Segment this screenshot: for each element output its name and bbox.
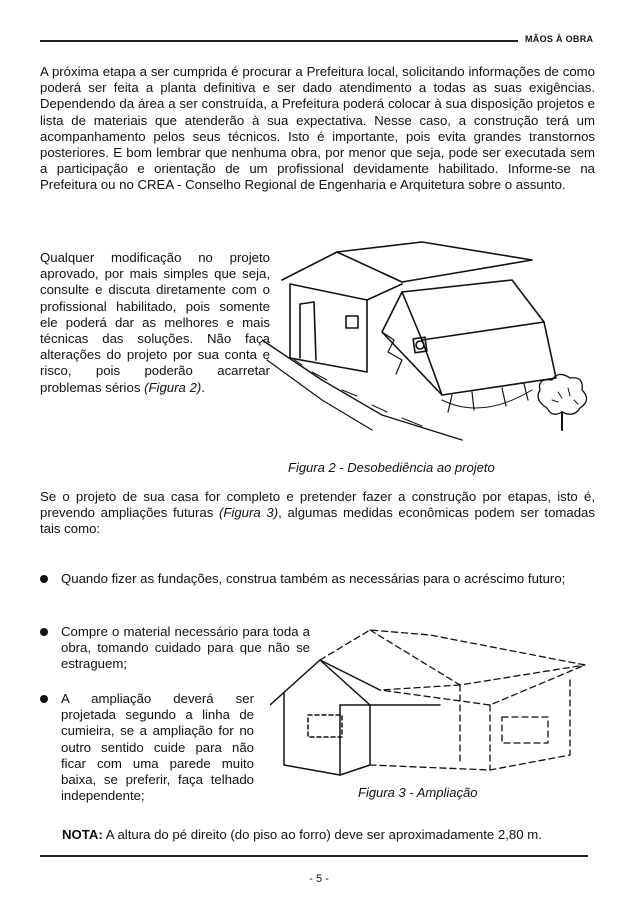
bullet-text: A ampliação deverá ser projetada segundo a linha de cumieira, se a ampliação for no outro sentido cuide para não ficar com uma parede muito baixa, se preferir, faça telhado independente;	[61, 691, 254, 804]
bullet-dot	[40, 628, 48, 636]
header-label: MÃOS À OBRA	[525, 34, 594, 44]
bullet-item-ampliacao	[40, 691, 254, 804]
note-text: A altura do pé direito (do piso ao forro) deve ser aproximadamente 2,80 m.	[102, 827, 542, 842]
figure3-house-expansion-illustration	[270, 605, 590, 800]
figure2-reference: (Figura 2)	[144, 379, 202, 395]
paragraph-etapas-after: , algumas medidas econômicas podem ser tomadas tais como:	[40, 505, 595, 537]
paragraph-modificacao	[40, 250, 270, 396]
paragraph-modificacao-end: .	[201, 379, 205, 395]
note-label: NOTA:	[62, 827, 103, 842]
figure2-caption: Figura 2 - Desobediência ao projeto	[288, 460, 495, 475]
paragraph-etapas	[40, 489, 595, 538]
bullet-item-fundacoes	[40, 571, 595, 587]
note	[62, 827, 542, 842]
page-number: - 5 -	[309, 873, 329, 885]
figure3-reference: (Figura 3)	[218, 505, 279, 521]
header-rule	[40, 40, 518, 42]
bullet-text: Compre o material necessário para toda a obra, tomando cuidado para que não se estraguem;	[61, 624, 310, 672]
bullet-dot	[40, 695, 48, 703]
figure3-caption: Figura 3 - Ampliação	[358, 785, 478, 800]
paragraph-modificacao-text: Qualquer modificação no projeto aprovado, por mais simples que seja, consulte e discuta diretamente com o profissional habilitado, pois somente ele poderá dar as melhores e mais técnicas das soluções. Não faça alterações do projeto por sua conta e risco, pois poderão acarretar problemas sérios	[40, 250, 270, 395]
bullet-text: Quando fizer as fundações, construa também as necessárias para o acréscimo futuro;	[61, 571, 566, 586]
paragraph-prefeitura: A próxima etapa a ser cumprida é procurar a Prefeitura local, solicitando informações de como poderá ser feita a planta definitiva e ser dado atendimento a todas as suas exigências. Dependendo da área a ser construída, a Prefeitura poderá colocar à sua disposição projetos e lista de materiais que atenderão à sua expectativa. Nesse caso, a construção terá um acompanhamento pelos seus técnicos. Isto é importante, pois evita grandes transtornos posteriores. E bom lembrar que nenhuma obra, por menor que seja, pode ser executada sem a participação e orientação de um profissional devidamente habilitado. Informe-se na Prefeitura ou no CREA - Conselho Regional de Engenharia e Arquitetura sobre o assunto.	[40, 64, 595, 193]
footer-rule	[40, 855, 588, 857]
bullet-dot	[40, 575, 48, 583]
paragraph-etapas-before: Se o projeto de sua casa for completo e pretender fazer a construção por etapas, isto é, prevendo ampliações futuras	[40, 489, 595, 521]
figure2-broken-house-illustration	[262, 240, 602, 445]
